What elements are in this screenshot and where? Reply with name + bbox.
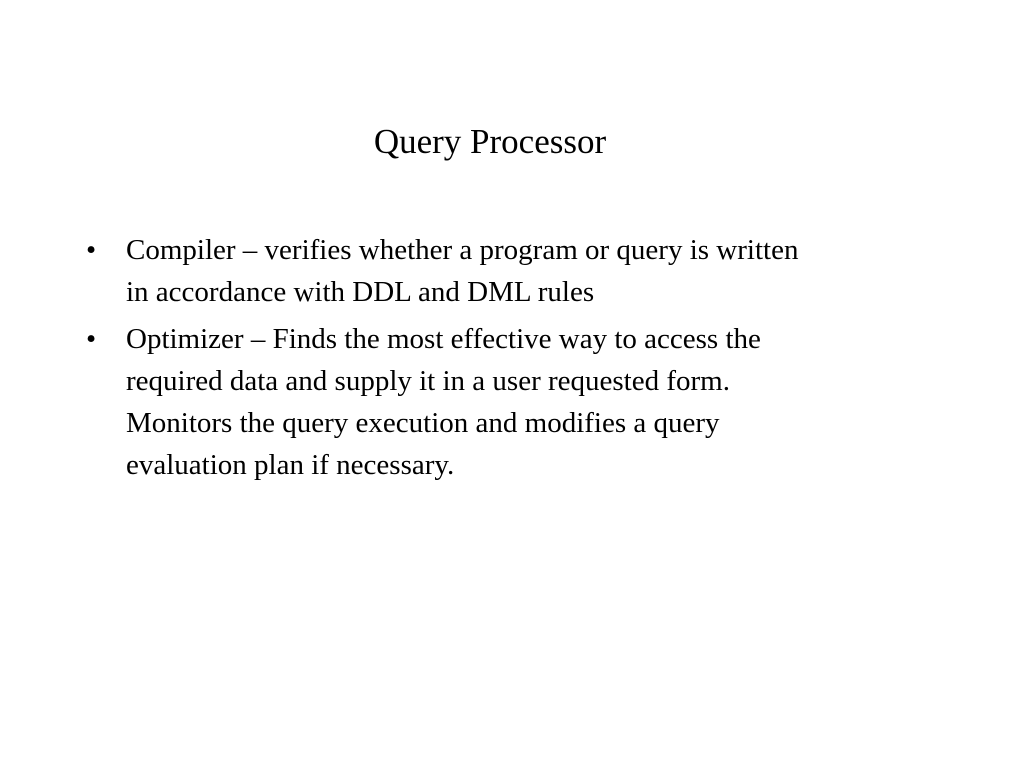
bullet-item-compiler (86, 229, 936, 313)
bullet-text-line: Compiler – verifies whether a program or query is written (126, 234, 799, 266)
bullet-dot-icon: • (86, 323, 97, 355)
bullet-text-line: Optimizer – Finds the most effective way to access the (126, 323, 761, 355)
bullet-text-line: Monitors the query execution and modifies a query (126, 407, 720, 439)
bullet-text-line: required data and supply it in a user requested form. (126, 365, 730, 397)
bullet-text-line: evaluation plan if necessary. (126, 449, 455, 481)
bullet-item-optimizer (86, 318, 936, 486)
bullet-text-line: in accordance with DDL and DML rules (126, 276, 595, 308)
slide-title: Query Processor (373, 122, 607, 161)
bullet-list (86, 229, 936, 491)
bullet-dot-icon: • (86, 234, 97, 266)
